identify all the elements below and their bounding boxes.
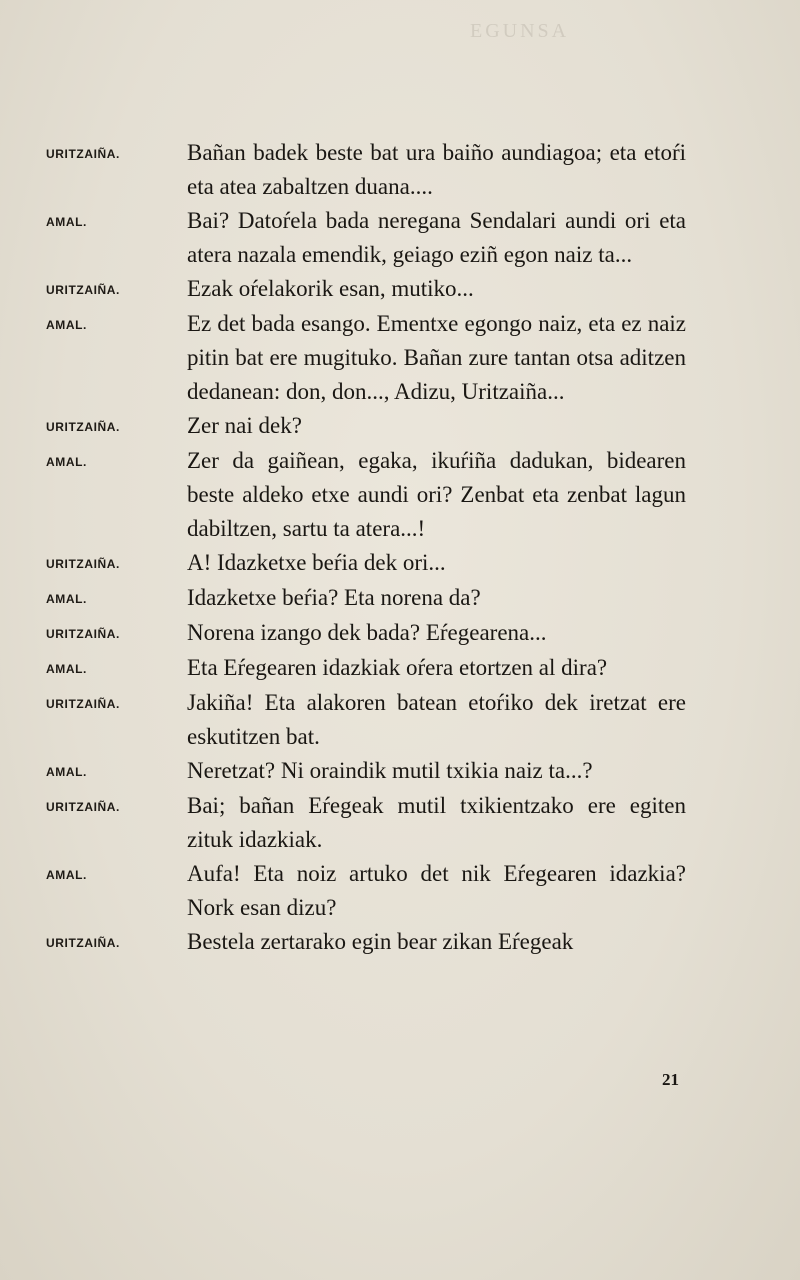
dialogue-line: Bestela zertarako egin bear zikan Eŕegeak [187,929,574,954]
speaker-name: AMAL. [46,868,87,882]
speaker-name: AMAL. [46,215,87,229]
speaker-name: AMAL. [46,662,87,676]
dialogue-entry [46,754,686,789]
dialogue-line: Bañan badek beste bat ura baiño aundiagoa; eta etoŕi eta atea zabaltzen duana.... [187,140,686,199]
dialogue-entry [46,444,686,546]
dialogue-line: Jakiña! Eta alakoren batean etoŕiko dek iretzat ere eskutitzen bat. [187,690,686,749]
dialogue-entry [46,272,686,307]
speaker-name: AMAL. [46,765,87,779]
dialogue-line: Norena izango dek bada? Eŕegearena... [187,620,547,645]
speaker-name: AMAL. [46,318,87,332]
dialogue-entry [46,204,686,272]
dialogue-entry [46,925,686,960]
speaker-name: URITZAIÑA. [46,283,120,297]
dialogue-entry [46,307,686,409]
speaker-name: AMAL. [46,592,87,606]
dialogue-entry [46,857,686,925]
dialogue-line: Aufa! Eta noiz artuko det nik Eŕegearen idazkia? Nork esan dizu? [187,861,686,920]
speaker-name: URITZAIÑA. [46,800,120,814]
speaker-name: URITZAIÑA. [46,627,120,641]
dialogue-line: Ezak oŕelakorik esan, mutiko... [187,276,474,301]
page-number: 21 [662,1070,679,1089]
dialogue-entry [46,136,686,204]
dialogue-line: Zer da gaiñean, egaka, ikuŕiña dadukan, bidearen beste aldeko etxe aundi ori? Zenbat eta zenbat lagun dabiltzen, sartu ta atera...! [187,448,686,541]
speaker-name: URITZAIÑA. [46,697,120,711]
dialogue-entry [46,546,686,581]
dialogue-line: Eta Eŕegearen idazkiak oŕera etortzen al dira? [187,655,608,680]
speaker-name: URITZAIÑA. [46,936,120,950]
dialogue-line: Zer nai dek? [187,413,302,438]
dialogue-block [46,136,686,960]
running-head: EGUNSA [470,20,570,42]
dialogue-line: Idazketxe beŕia? Eta norena da? [187,585,481,610]
speaker-name: URITZAIÑA. [46,147,120,161]
dialogue-entry [46,581,686,616]
dialogue-line: Bai; bañan Eŕegeak mutil txikientzako ere egiten zituk idazkiak. [187,793,686,852]
speaker-name: AMAL. [46,455,87,469]
dialogue-entry [46,789,686,857]
dialogue-entry [46,686,686,754]
dialogue-line: Neretzat? Ni oraindik mutil txikia naiz ta...? [187,758,593,783]
dialogue-line: Bai? Datoŕela bada neregana Sendalari aundi ori eta atera nazala emendik, geiago eziñ egon naiz ta... [187,208,686,267]
dialogue-entry [46,616,686,651]
dialogue-line: A! Idazketxe beŕia dek ori... [187,550,446,575]
speaker-name: URITZAIÑA. [46,420,120,434]
dialogue-entry [46,651,686,686]
dialogue-entry [46,409,686,444]
dialogue-line: Ez det bada esango. Ementxe egongo naiz, eta ez naiz pitin bat ere mugituko. Bañan zure tantan otsa aditzen dedanean: don, don..., Adizu, Uritzaiña... [187,311,686,404]
speaker-name: URITZAIÑA. [46,557,120,571]
